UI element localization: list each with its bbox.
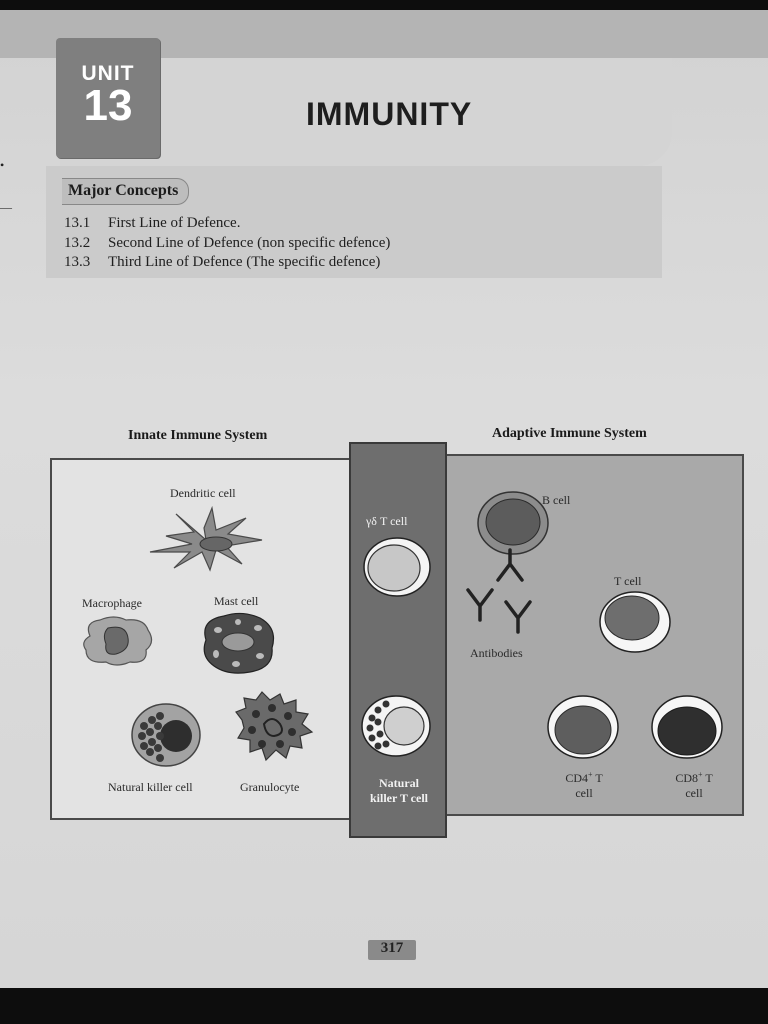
cd8-sup: + [698, 770, 703, 779]
page-title: IMMUNITY [306, 96, 473, 132]
adaptive-panel [418, 454, 744, 816]
natural-killer-cell-label: Natural killer cell [108, 780, 193, 794]
margin-mark: — [0, 200, 12, 214]
dendritic-cell-label: Dendritic cell [170, 486, 236, 500]
unit-number: 13 [83, 81, 133, 130]
antibody-icon [502, 598, 534, 634]
concept-item [64, 254, 380, 271]
concept-item [64, 215, 240, 232]
cd8-line2: cell [685, 786, 703, 800]
macrophage-label: Macrophage [82, 596, 142, 610]
gamma-delta-symbol: γδ [366, 514, 377, 528]
mast-cell-icon [198, 610, 278, 676]
cd4-t-cell-icon [546, 694, 620, 760]
unit-badge [56, 38, 160, 158]
natural-killer-t-cell-icon [360, 694, 432, 758]
textbook-page [0, 10, 768, 988]
concept-item [64, 235, 390, 252]
macrophage-cell-icon [80, 614, 156, 666]
mast-cell-label: Mast cell [214, 594, 259, 608]
concept-text: First Line of Defence. [108, 215, 241, 231]
concept-number: 13.1 [64, 215, 91, 231]
t-cell-icon [598, 590, 672, 654]
innate-system-title: Innate Immune System [128, 428, 268, 443]
antibodies-label: Antibodies [470, 646, 523, 660]
antibody-icon [494, 548, 526, 584]
gamma-delta-t-cell-label [366, 514, 407, 529]
cd4-line2: cell [575, 786, 593, 800]
antibody-icon [464, 586, 496, 622]
granulocyte-label: Granulocyte [240, 780, 300, 794]
page-number: 317 [380, 940, 404, 956]
major-concepts-heading: Major Concepts [62, 178, 189, 205]
concept-text: Second Line of Defence (non specific defence) [108, 235, 391, 251]
concept-number: 13.3 [64, 254, 91, 270]
dendritic-cell-icon [146, 506, 266, 572]
cd8-suffix: T [702, 771, 713, 785]
concept-number: 13.2 [64, 235, 91, 251]
nkt-label-line1: Natural [379, 776, 419, 790]
granulocyte-cell-icon [232, 690, 314, 762]
cd4-prefix: CD4 [565, 771, 589, 785]
natural-killer-cell-icon [130, 702, 202, 768]
b-cell-label: B cell [542, 493, 571, 507]
cd8-t-cell-icon [650, 694, 724, 760]
margin-mark: • [0, 158, 5, 172]
unit-label: UNIT [81, 62, 135, 85]
cd4-suffix: T [592, 771, 603, 785]
cd4-sup: + [588, 770, 593, 779]
cd8-prefix: CD8 [675, 771, 699, 785]
gamma-delta-t-cell-icon [362, 536, 432, 598]
t-cell-label: T cell [614, 574, 642, 588]
b-cell-icon [476, 490, 550, 556]
cd8-t-cell-label [666, 770, 722, 801]
cd4-t-cell-label [558, 770, 610, 801]
nkt-label-line2: killer T cell [369, 791, 428, 805]
adaptive-system-title: Adaptive Immune System [492, 426, 647, 441]
concept-text: Third Line of Defence (The specific defence) [108, 254, 381, 270]
natural-killer-t-cell-label [356, 776, 442, 806]
gamma-delta-text: T cell [379, 514, 408, 528]
